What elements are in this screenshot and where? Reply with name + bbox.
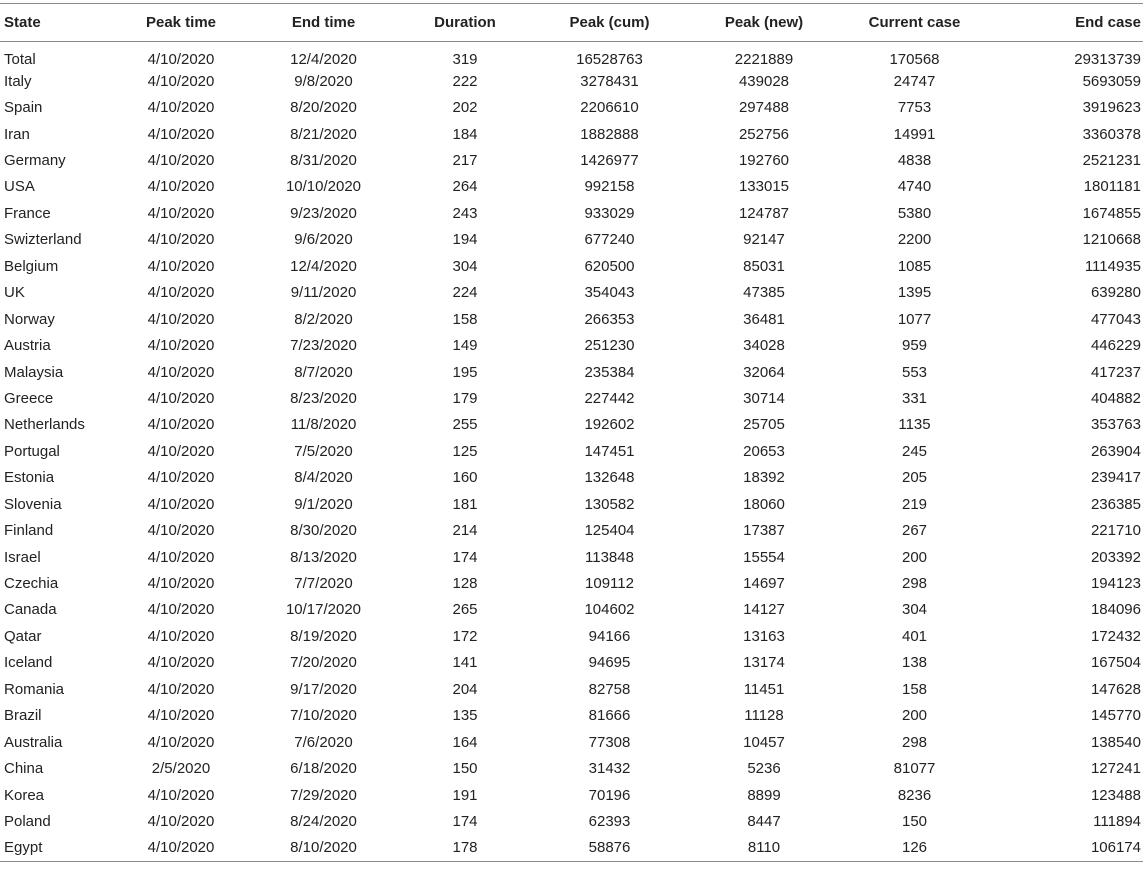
table-row — [0, 570, 1143, 596]
header-peak-new: Peak (new) — [724, 14, 804, 31]
cell-end-case: 127241 — [1090, 760, 1141, 778]
table-row — [0, 412, 1143, 438]
cell-peak-new: 2221889 — [734, 51, 794, 68]
cell-duration: 125 — [452, 442, 478, 460]
cell-current-case: 200 — [901, 548, 928, 566]
cell-peak-new: 36481 — [743, 310, 785, 328]
table-row — [0, 465, 1143, 491]
cell-end-case: 194123 — [1090, 575, 1141, 593]
cell-state: Greece — [4, 389, 54, 407]
cell-peak-cum: 677240 — [584, 231, 635, 249]
cell-peak-new: 124787 — [738, 204, 790, 222]
table-row — [0, 491, 1143, 517]
table-row — [0, 147, 1143, 173]
cell-end-case: 111894 — [1093, 812, 1141, 830]
cell-end-case: 446229 — [1090, 337, 1141, 355]
cell-peak-time: 4/10/2020 — [147, 654, 215, 672]
cell-end-time: 9/6/2020 — [294, 231, 353, 249]
table-row — [0, 42, 1143, 69]
cell-duration: 184 — [452, 125, 478, 143]
table-row — [0, 544, 1143, 570]
table-row — [0, 385, 1143, 411]
cell-end-time: 8/20/2020 — [290, 99, 357, 117]
cell-peak-new: 13174 — [743, 654, 785, 672]
cell-peak-cum: 235384 — [584, 363, 635, 381]
table-row — [0, 676, 1143, 702]
cell-peak-time: 4/10/2020 — [147, 812, 215, 830]
cell-end-time: 8/31/2020 — [290, 152, 357, 170]
cell-current-case: 1085 — [897, 257, 932, 275]
cell-peak-time: 4/10/2020 — [147, 178, 215, 196]
cell-end-time: 8/23/2020 — [290, 389, 357, 407]
cell-duration: 150 — [452, 760, 478, 778]
cell-peak-new: 5236 — [747, 760, 781, 778]
cell-peak-new: 18060 — [743, 495, 785, 513]
cell-duration: 222 — [452, 72, 478, 90]
cell-current-case: 150 — [901, 812, 928, 830]
cell-end-case: 1801181 — [1083, 178, 1141, 196]
cell-current-case: 267 — [901, 522, 928, 540]
cell-peak-cum: 113848 — [585, 548, 634, 566]
cell-peak-time: 4/10/2020 — [147, 839, 215, 857]
cell-peak-time: 4/10/2020 — [147, 786, 215, 804]
cell-peak-new: 14127 — [743, 601, 785, 619]
cell-peak-cum: 1882888 — [580, 125, 639, 143]
table-row — [0, 332, 1143, 358]
cell-peak-time: 4/10/2020 — [147, 469, 215, 487]
cell-peak-time: 4/10/2020 — [147, 99, 215, 117]
cell-end-time: 8/19/2020 — [290, 627, 357, 645]
cell-end-case: 3919623 — [1082, 99, 1141, 117]
cell-current-case: 8236 — [897, 786, 932, 804]
cell-peak-time: 4/10/2020 — [147, 125, 215, 143]
cell-duration: 174 — [452, 812, 478, 830]
cell-duration: 264 — [452, 178, 478, 196]
cell-state: Israel — [4, 548, 41, 566]
cell-peak-time: 4/10/2020 — [147, 204, 215, 222]
table-row — [0, 782, 1143, 808]
cell-end-time: 8/30/2020 — [290, 522, 357, 540]
cell-peak-new: 11451 — [743, 680, 785, 698]
cell-end-time: 8/7/2020 — [294, 363, 353, 381]
cell-end-time: 8/10/2020 — [290, 839, 357, 857]
cell-duration: 181 — [452, 495, 478, 513]
cell-state: Egypt — [4, 839, 43, 857]
cell-current-case: 245 — [901, 442, 928, 460]
cell-current-case: 24747 — [893, 72, 936, 90]
cell-duration: 164 — [452, 733, 478, 751]
cell-peak-new: 32064 — [743, 363, 785, 381]
cell-end-time: 12/4/2020 — [290, 257, 357, 275]
table-row — [0, 121, 1143, 147]
cell-current-case: 304 — [901, 601, 928, 619]
cell-peak-new: 192760 — [738, 152, 790, 170]
cell-end-time: 7/23/2020 — [290, 337, 357, 355]
cell-peak-cum: 77308 — [588, 733, 631, 751]
cell-duration: 224 — [452, 284, 478, 302]
cell-duration: 204 — [452, 680, 478, 698]
cell-duration: 128 — [452, 575, 478, 593]
cell-peak-new: 15554 — [743, 548, 785, 566]
header-end-case: End case — [1075, 14, 1141, 31]
cell-end-case: 221710 — [1090, 522, 1141, 540]
cell-peak-time: 4/10/2020 — [147, 310, 215, 328]
cell-peak-cum: 16528763 — [576, 51, 643, 68]
cell-end-time: 7/10/2020 — [290, 707, 357, 725]
table-row — [0, 174, 1143, 200]
cell-duration: 191 — [452, 786, 478, 804]
table-body — [0, 42, 1143, 862]
cell-current-case: 553 — [901, 363, 928, 381]
cell-state: Romania — [4, 680, 65, 698]
cell-peak-new: 18392 — [743, 469, 785, 487]
cell-state: Australia — [4, 733, 63, 751]
cell-end-time: 11/8/2020 — [290, 416, 357, 434]
cell-peak-cum: 81666 — [588, 707, 631, 725]
cell-peak-cum: 992158 — [584, 178, 635, 196]
table-row — [0, 808, 1143, 834]
cell-state: France — [4, 204, 51, 222]
cell-end-time: 9/17/2020 — [290, 680, 357, 698]
cell-peak-time: 4/10/2020 — [147, 389, 215, 407]
cell-peak-new: 85031 — [743, 257, 785, 275]
cell-peak-new: 17387 — [743, 522, 785, 540]
cell-end-case: 1114935 — [1084, 257, 1141, 275]
cell-duration: 217 — [452, 152, 478, 170]
cell-peak-time: 4/10/2020 — [147, 627, 215, 645]
cell-end-case: 1210668 — [1082, 231, 1141, 249]
cell-end-time: 8/24/2020 — [290, 812, 357, 830]
table-row — [0, 359, 1143, 385]
cell-peak-time: 4/10/2020 — [147, 231, 215, 249]
cell-state: Total — [4, 51, 36, 68]
cell-state: Estonia — [4, 469, 55, 487]
cell-peak-new: 25705 — [743, 416, 785, 434]
table-row — [0, 729, 1143, 755]
cell-end-case: 3360378 — [1082, 125, 1141, 143]
table-row — [0, 703, 1143, 729]
cell-peak-cum: 82758 — [588, 680, 631, 698]
cell-state: Italy — [4, 72, 32, 90]
cell-current-case: 138 — [901, 654, 928, 672]
cell-end-case: 106174 — [1090, 839, 1141, 857]
cell-state: Finland — [4, 522, 54, 540]
cell-end-time: 9/23/2020 — [290, 204, 357, 222]
table-row — [0, 253, 1143, 279]
cell-state: Czechia — [4, 575, 59, 593]
cell-end-case: 1674855 — [1082, 204, 1141, 222]
cell-peak-cum: 62393 — [588, 812, 631, 830]
cell-peak-cum: 94166 — [588, 627, 631, 645]
cell-duration: 202 — [452, 99, 478, 117]
table-row — [0, 650, 1143, 676]
cell-peak-time: 4/10/2020 — [147, 257, 215, 275]
cell-duration: 179 — [452, 389, 478, 407]
cell-peak-cum: 132648 — [584, 469, 635, 487]
cell-peak-time: 4/10/2020 — [147, 442, 215, 460]
cell-state: Canada — [4, 601, 57, 619]
cell-end-time: 6/18/2020 — [290, 760, 357, 778]
cell-duration: 319 — [452, 51, 478, 68]
cell-peak-time: 4/10/2020 — [147, 601, 215, 619]
cell-end-case: 172432 — [1090, 627, 1141, 645]
header-row — [0, 4, 1143, 42]
cell-peak-new: 14697 — [743, 575, 785, 593]
cell-peak-time: 4/10/2020 — [147, 51, 215, 68]
cell-peak-new: 92147 — [743, 231, 785, 249]
cell-state: Portugal — [4, 442, 60, 460]
cell-state: Austria — [4, 337, 51, 355]
cell-duration: 160 — [452, 469, 478, 487]
cell-end-time: 7/7/2020 — [294, 575, 353, 593]
cell-end-time: 9/1/2020 — [294, 495, 353, 513]
cell-end-case: 404882 — [1090, 389, 1141, 407]
cell-current-case: 2200 — [897, 231, 932, 249]
cell-peak-new: 20653 — [743, 442, 785, 460]
cell-end-case: 2521231 — [1082, 152, 1141, 170]
cell-end-time: 8/4/2020 — [294, 469, 353, 487]
table-row — [0, 306, 1143, 332]
cell-end-time: 8/13/2020 — [290, 548, 357, 566]
cell-state: Korea — [4, 786, 45, 804]
cell-end-case: 639280 — [1090, 284, 1141, 302]
table-row — [0, 280, 1143, 306]
table-header — [0, 4, 1143, 42]
cell-peak-new: 11128 — [744, 707, 784, 725]
cell-duration: 178 — [452, 839, 478, 857]
cell-peak-new: 47385 — [743, 284, 785, 302]
cell-state: Swizterland — [4, 231, 82, 249]
cell-duration: 172 — [452, 627, 478, 645]
cell-peak-time: 4/10/2020 — [147, 575, 215, 593]
cell-peak-time: 4/10/2020 — [147, 284, 215, 302]
cell-peak-cum: 31432 — [588, 760, 631, 778]
cell-state: Poland — [4, 812, 51, 830]
cell-peak-time: 4/10/2020 — [147, 363, 215, 381]
cell-peak-cum: 58876 — [588, 839, 631, 857]
cell-peak-new: 30714 — [743, 389, 785, 407]
cell-peak-time: 4/10/2020 — [147, 152, 215, 170]
cell-peak-new: 13163 — [743, 627, 785, 645]
cell-state: USA — [4, 178, 35, 196]
cell-state: Malaysia — [4, 363, 64, 381]
cell-duration: 194 — [452, 231, 478, 249]
cell-current-case: 1135 — [898, 416, 931, 434]
cell-end-time: 12/4/2020 — [290, 51, 357, 68]
cell-state: Iran — [4, 125, 30, 143]
cell-duration: 265 — [452, 601, 478, 619]
cell-current-case: 1077 — [897, 310, 932, 328]
cell-state: Norway — [4, 310, 55, 328]
cell-peak-time: 4/10/2020 — [147, 733, 215, 751]
cell-end-case: 203392 — [1090, 548, 1141, 566]
cell-peak-cum: 354043 — [584, 284, 635, 302]
cell-peak-time: 4/10/2020 — [147, 495, 215, 513]
cell-peak-cum: 933029 — [584, 204, 635, 222]
cell-end-time: 9/8/2020 — [294, 72, 353, 90]
cell-current-case: 81077 — [893, 760, 936, 778]
cell-end-time: 7/29/2020 — [290, 786, 357, 804]
cell-state: China — [4, 760, 44, 778]
cell-peak-time: 4/10/2020 — [147, 72, 215, 90]
cell-end-time: 7/5/2020 — [294, 442, 353, 460]
cell-current-case: 401 — [901, 627, 928, 645]
cell-state: Belgium — [4, 257, 59, 275]
cell-end-time: 9/11/2020 — [290, 284, 357, 302]
header-duration: Duration — [434, 14, 496, 31]
cell-current-case: 4740 — [897, 178, 932, 196]
cell-peak-time: 4/10/2020 — [147, 522, 215, 540]
cell-current-case: 158 — [901, 680, 928, 698]
cell-end-time: 8/2/2020 — [294, 310, 353, 328]
table-row — [0, 835, 1143, 861]
covid-peak-table — [0, 3, 1143, 862]
cell-peak-new: 8899 — [747, 786, 781, 804]
cell-duration: 214 — [452, 522, 478, 540]
cell-duration: 174 — [452, 548, 478, 566]
table-row — [0, 517, 1143, 543]
table-row — [0, 623, 1143, 649]
cell-current-case: 298 — [901, 733, 928, 751]
table-row — [0, 438, 1143, 464]
cell-current-case: 14991 — [893, 125, 936, 143]
cell-peak-new: 252756 — [738, 125, 790, 143]
cell-end-time: 10/10/2020 — [285, 178, 362, 196]
header-end-time: End time — [291, 14, 356, 31]
table-row — [0, 227, 1143, 253]
cell-current-case: 959 — [901, 337, 928, 355]
cell-current-case: 5380 — [897, 204, 932, 222]
table-row — [0, 200, 1143, 226]
cell-duration: 141 — [452, 654, 478, 672]
cell-current-case: 298 — [901, 575, 928, 593]
cell-peak-new: 34028 — [743, 337, 785, 355]
cell-peak-cum: 109112 — [585, 575, 634, 593]
cell-peak-time: 4/10/2020 — [147, 416, 215, 434]
header-peak-cum: Peak (cum) — [569, 14, 650, 31]
cell-end-case: 167504 — [1090, 654, 1141, 672]
cell-duration: 304 — [452, 257, 478, 275]
cell-end-case: 29313739 — [1074, 51, 1141, 68]
cell-duration: 195 — [452, 363, 478, 381]
cell-current-case: 170568 — [889, 51, 940, 68]
cell-state: Iceland — [4, 654, 53, 672]
cell-duration: 135 — [452, 707, 478, 725]
header-current-case: Current case — [868, 14, 961, 31]
cell-peak-cum: 130582 — [584, 495, 635, 513]
cell-state: Slovenia — [4, 495, 62, 513]
cell-current-case: 331 — [901, 389, 928, 407]
cell-peak-time: 4/10/2020 — [147, 707, 215, 725]
cell-current-case: 205 — [901, 469, 928, 487]
cell-current-case: 1395 — [897, 284, 932, 302]
cell-end-case: 184096 — [1090, 601, 1141, 619]
cell-peak-time: 4/10/2020 — [147, 548, 215, 566]
cell-peak-cum: 227442 — [584, 389, 635, 407]
header-state: State — [4, 14, 41, 31]
cell-duration: 255 — [452, 416, 478, 434]
cell-end-case: 263904 — [1090, 442, 1141, 460]
table-row — [0, 597, 1143, 623]
cell-end-case: 5693059 — [1082, 72, 1141, 90]
cell-current-case: 200 — [901, 707, 928, 725]
cell-state: Qatar — [4, 627, 42, 645]
cell-end-case: 417237 — [1090, 363, 1141, 381]
cell-peak-new: 8110 — [747, 839, 781, 857]
cell-peak-new: 439028 — [738, 72, 790, 90]
cell-peak-new: 8447 — [747, 812, 781, 830]
cell-state: Spain — [4, 99, 43, 117]
cell-duration: 243 — [452, 204, 478, 222]
cell-state: Netherlands — [4, 416, 85, 434]
cell-end-case: 123488 — [1090, 786, 1141, 804]
cell-peak-cum: 70196 — [588, 786, 631, 804]
cell-peak-cum: 94695 — [588, 654, 631, 672]
cell-end-case: 145770 — [1090, 707, 1141, 725]
cell-end-time: 10/17/2020 — [285, 601, 362, 619]
cell-peak-cum: 251230 — [584, 337, 635, 355]
table-row — [0, 68, 1143, 94]
cell-duration: 158 — [452, 310, 478, 328]
cell-end-case: 239417 — [1090, 469, 1141, 487]
cell-state: Brazil — [4, 707, 42, 725]
cell-current-case: 126 — [901, 839, 928, 857]
cell-duration: 149 — [452, 337, 478, 355]
cell-peak-time: 4/10/2020 — [147, 680, 215, 698]
table-row — [0, 94, 1143, 120]
cell-peak-new: 10457 — [743, 733, 785, 751]
cell-peak-cum: 104602 — [584, 601, 635, 619]
cell-peak-cum: 3278431 — [580, 72, 639, 90]
header-peak-time: Peak time — [145, 14, 217, 31]
cell-end-case: 236385 — [1090, 495, 1141, 513]
cell-state: Germany — [4, 152, 66, 170]
cell-peak-cum: 147451 — [584, 442, 635, 460]
cell-peak-cum: 620500 — [584, 257, 635, 275]
cell-end-time: 7/6/2020 — [294, 733, 353, 751]
cell-peak-time: 4/10/2020 — [147, 337, 215, 355]
cell-state: UK — [4, 284, 25, 302]
cell-end-case: 147628 — [1090, 680, 1141, 698]
cell-peak-cum: 2206610 — [580, 99, 639, 117]
cell-peak-new: 297488 — [738, 99, 790, 117]
cell-current-case: 4838 — [897, 152, 932, 170]
cell-peak-new: 133015 — [738, 178, 790, 196]
cell-end-case: 138540 — [1090, 733, 1141, 751]
cell-peak-cum: 1426977 — [580, 152, 639, 170]
cell-peak-time: 2/5/2020 — [151, 760, 211, 778]
table-row — [0, 755, 1143, 781]
cell-end-time: 7/20/2020 — [290, 654, 357, 672]
cell-peak-cum: 266353 — [584, 310, 635, 328]
cell-end-case: 477043 — [1090, 310, 1141, 328]
cell-end-case: 353763 — [1090, 416, 1141, 434]
cell-current-case: 219 — [901, 495, 928, 513]
cell-end-time: 8/21/2020 — [290, 125, 357, 143]
cell-current-case: 7753 — [897, 99, 932, 117]
cell-peak-cum: 192602 — [584, 416, 635, 434]
cell-peak-cum: 125404 — [584, 522, 635, 540]
